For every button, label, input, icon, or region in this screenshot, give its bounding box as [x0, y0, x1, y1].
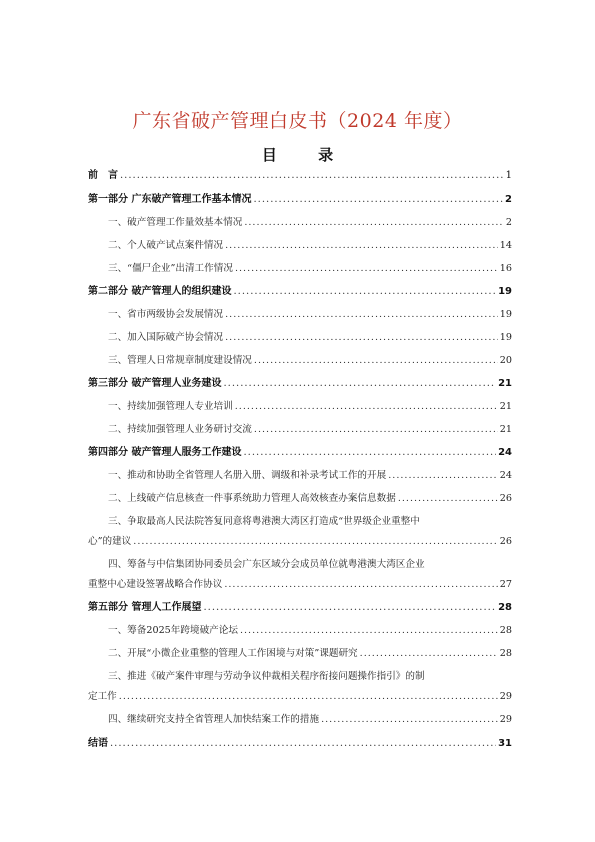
leader-dots: [240, 621, 498, 641]
toc-label: 一、筹备2025年跨境破产论坛: [108, 625, 238, 636]
toc-label-line-2: 定工作: [88, 691, 117, 702]
leader-dots: [235, 259, 498, 279]
toc-entry-3-2[interactable]: [88, 420, 512, 440]
toc-entry-5-1[interactable]: [88, 621, 512, 641]
toc-label: 一、推动和协助全省管理人名册入册、调级和补录考试工作的开展: [108, 470, 387, 481]
toc-label: 第五部分 管理人工作展望: [88, 602, 202, 613]
toc-page: 28: [499, 625, 512, 636]
leader-dots: [119, 687, 498, 707]
toc-label-line-2: 心”的建议: [88, 536, 132, 547]
leader-dots: [110, 734, 496, 754]
toc-page: 19: [499, 309, 512, 320]
toc-page: 19: [499, 332, 512, 343]
toc-entry-part-5[interactable]: [88, 598, 512, 618]
toc-label: 二、加入国际破产协会情况: [108, 332, 224, 343]
toc-page: 26: [499, 536, 512, 547]
leader-dots: [225, 328, 498, 348]
toc-entry-2-3[interactable]: [88, 351, 512, 371]
toc-entry-preface[interactable]: [88, 166, 512, 186]
leader-dots: [388, 466, 498, 486]
toc-label: 三、“僵尸企业”出清工作情况: [108, 263, 233, 274]
toc-page: 27: [499, 579, 512, 590]
toc-page: 26: [499, 493, 512, 504]
toc-entry-5-2[interactable]: [88, 644, 512, 664]
toc-label-line-1: 四、筹备与中信集团协同委员会广东区域分会成员单位就粤港澳大湾区企业: [108, 559, 425, 570]
toc-label: 一、持续加强管理人专业培训: [108, 401, 233, 412]
toc-page: 28: [498, 602, 512, 613]
toc-label-line-1: 三、争取最高人民法院答复同意将粤港澳大湾区打造成“世界级企业重整中: [108, 516, 420, 527]
toc-label: 二、持续加强管理人业务研讨交流: [108, 424, 252, 435]
leader-dots: [398, 489, 498, 509]
toc-label: 一、省市两级协会发展情况: [108, 309, 224, 320]
toc-entry-1-2[interactable]: [88, 236, 512, 256]
toc-label: 前 言: [88, 170, 118, 181]
toc-page: 21: [499, 424, 512, 435]
leader-dots: [225, 305, 498, 325]
leader-dots: [254, 351, 498, 371]
toc-entry-part-4[interactable]: [88, 443, 512, 463]
leader-dots: [243, 443, 496, 463]
toc-entry-1-3[interactable]: [88, 259, 512, 279]
toc-entry-3-1[interactable]: [88, 397, 512, 417]
toc-heading: 目 录: [261, 146, 352, 164]
toc-entry-4-4[interactable]: [88, 555, 512, 595]
toc-label: 第二部分 破产管理人的组织建设: [88, 286, 232, 297]
leader-dots: [224, 575, 497, 595]
toc-entry-part-2[interactable]: [88, 282, 512, 302]
toc-entry-part-3[interactable]: [88, 374, 512, 394]
toc-entry-4-2[interactable]: [88, 489, 512, 509]
leader-dots: [133, 532, 498, 552]
toc-entry-2-2[interactable]: [88, 328, 512, 348]
toc-page: 14: [499, 240, 512, 251]
toc-label: 二、开展“小微企业重整的管理人工作困境与对策”课题研究: [108, 648, 358, 659]
toc-page: 31: [498, 738, 512, 749]
leader-dots: [223, 374, 496, 394]
toc-page: 16: [499, 263, 512, 274]
toc-label: 二、个人破产试点案件情况: [108, 240, 224, 251]
toc-page: 20: [499, 355, 512, 366]
leader-dots: [254, 420, 498, 440]
toc-entry-conclusion[interactable]: [88, 734, 512, 754]
toc-page: 24: [498, 447, 512, 458]
toc-entry-5-3[interactable]: [88, 667, 512, 707]
toc-label: 第四部分 破产管理人服务工作建设: [88, 447, 242, 458]
toc-page: 28: [499, 648, 512, 659]
leader-dots: [321, 710, 498, 730]
leader-dots: [360, 644, 498, 664]
leader-dots: [120, 166, 504, 186]
toc-page: 29: [499, 691, 512, 702]
toc-label-line-1: 三、推进《破产案件审理与劳动争议仲裁相关程序衔接问题操作指引》的制: [108, 671, 425, 682]
toc-page: 21: [499, 401, 512, 412]
leader-dots: [233, 282, 496, 302]
toc-entry-4-3[interactable]: [88, 512, 512, 552]
toc-page: 24: [499, 470, 512, 481]
toc-label-line-2: 重整中心建设签署战略合作协议: [88, 579, 223, 590]
toc-label: 第三部分 破产管理人业务建设: [88, 378, 222, 389]
document-title: 广东省破产管理白皮书（2024 年度）: [132, 110, 463, 132]
toc-entry-1-1[interactable]: [88, 213, 512, 233]
toc-entry-5-4[interactable]: [88, 710, 512, 730]
toc-page: 29: [499, 714, 512, 725]
leader-dots: [253, 190, 503, 210]
leader-dots: [235, 397, 498, 417]
toc-entry-4-1[interactable]: [88, 466, 512, 486]
toc-entry-part-1[interactable]: [88, 190, 512, 210]
toc-page: 21: [498, 378, 512, 389]
toc-label: 一、破产管理工作量效基本情况: [108, 217, 243, 228]
toc-page: 19: [498, 286, 512, 297]
toc-label: 二、上线破产信息核查一件事系统助力管理人高效核查办案信息数据: [108, 493, 396, 504]
toc-page: 2: [505, 194, 512, 205]
toc-label: 三、管理人日常规章制度建设情况: [108, 355, 252, 366]
toc-page: 1: [505, 170, 512, 181]
leader-dots: [244, 213, 504, 233]
toc-label: 结语: [88, 738, 108, 749]
toc-entry-2-1[interactable]: [88, 305, 512, 325]
toc-page: 2: [505, 217, 512, 228]
toc-label: 第一部分 广东破产管理工作基本情况: [88, 194, 252, 205]
leader-dots: [225, 236, 498, 256]
leader-dots: [203, 598, 496, 618]
toc-label: 四、继续研究支持全省管理人加快结案工作的措施: [108, 714, 320, 725]
